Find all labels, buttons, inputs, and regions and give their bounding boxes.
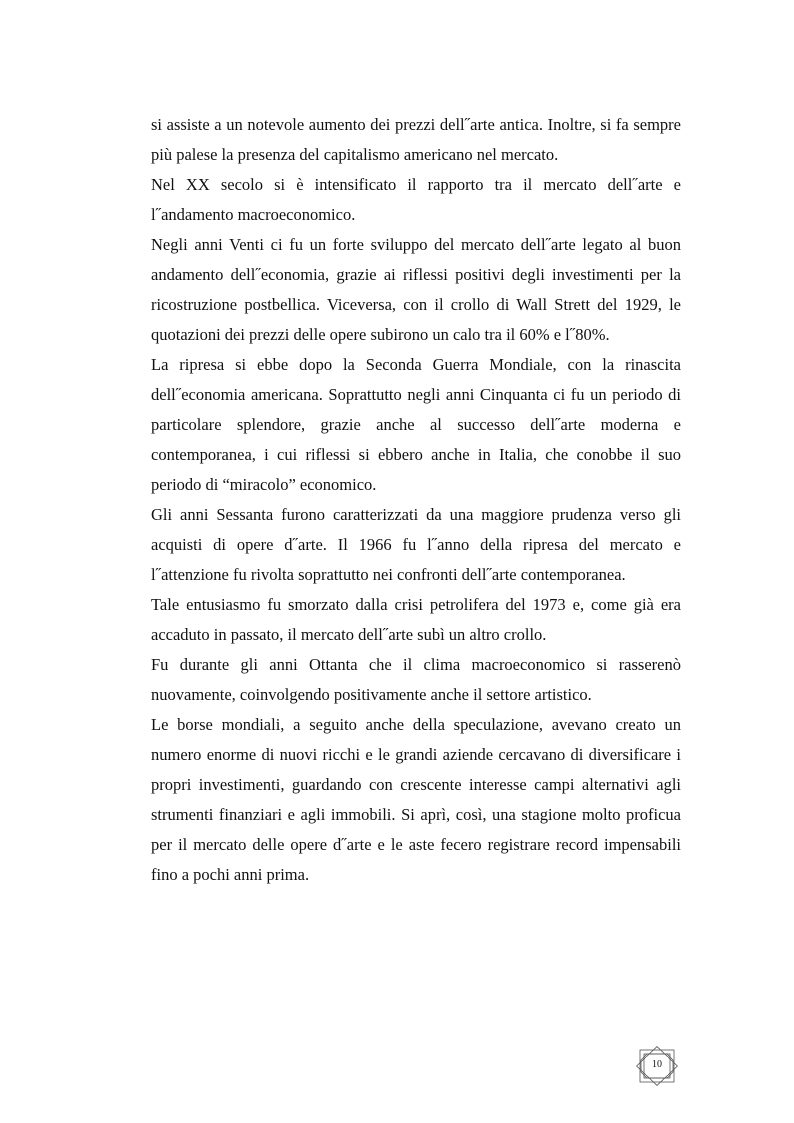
paragraph-8: Le borse mondiali, a seguito anche della speculazione, avevano creato un numero enorme di nuovi ricchi e le grandi aziende cercavano di diversificare i propri investimenti, guardando con crescente interesse campi alternativi agli strumenti finanziari e agli immobili. Si aprì, così, una stagione molto proficua per il mercato delle opere d˝arte e le aste fecero registrare record impensabili fino a pochi anni prima. (151, 715, 681, 884)
paragraph-7: Fu durante gli anni Ottanta che il clima macroeconomico si rasserenò nuovamente, coinvolgendo positivamente anche il settore artistico. (151, 655, 681, 704)
paragraph-6: Tale entusiasmo fu smorzato dalla crisi petrolifera del 1973 e, come già era accaduto in passato, il mercato dell˝arte subì un altro crollo. (151, 595, 681, 644)
paragraph-1: si assiste a un notevole aumento dei prezzi dell˝arte antica. Inoltre, si fa sempre più palese la presenza del capitalismo americano nel mercato. (151, 115, 681, 164)
paragraph-4: La ripresa si ebbe dopo la Seconda Guerra Mondiale, con la rinascita dell˝economia americana. Soprattutto negli anni Cinquanta ci fu un periodo di particolare splendore, grazie anche al successo dell˝arte moderna e contemporanea, i cui riflessi si ebbero anche in Italia, che conobbe il suo periodo di “miracolo” economico. (151, 355, 681, 494)
paragraph-2: Nel XX secolo si è intensificato il rapporto tra il mercato dell˝arte e l˝andamento macroeconomico. (151, 175, 681, 224)
paragraph-5: Gli anni Sessanta furono caratterizzati da una maggiore prudenza verso gli acquisti di opere d˝arte. Il 1966 fu l˝anno della ripresa del mercato e l˝attenzione fu rivolta soprattutto nei confronti dell˝arte contemporanea. (151, 505, 681, 584)
paragraph-3: Negli anni Venti ci fu un forte sviluppo del mercato dell˝arte legato al buon andamento dell˝economia, grazie ai riflessi positivi degli investimenti per la ricostruzione postbellica. Viceversa, con il crollo di Wall Strett del 1929, le quotazioni dei prezzi delle opere subirono un calo tra il 60% e l˝80%. (151, 235, 681, 344)
body-text (151, 110, 681, 890)
page-number-badge (636, 1046, 678, 1086)
page-number: 10 (652, 1059, 662, 1070)
